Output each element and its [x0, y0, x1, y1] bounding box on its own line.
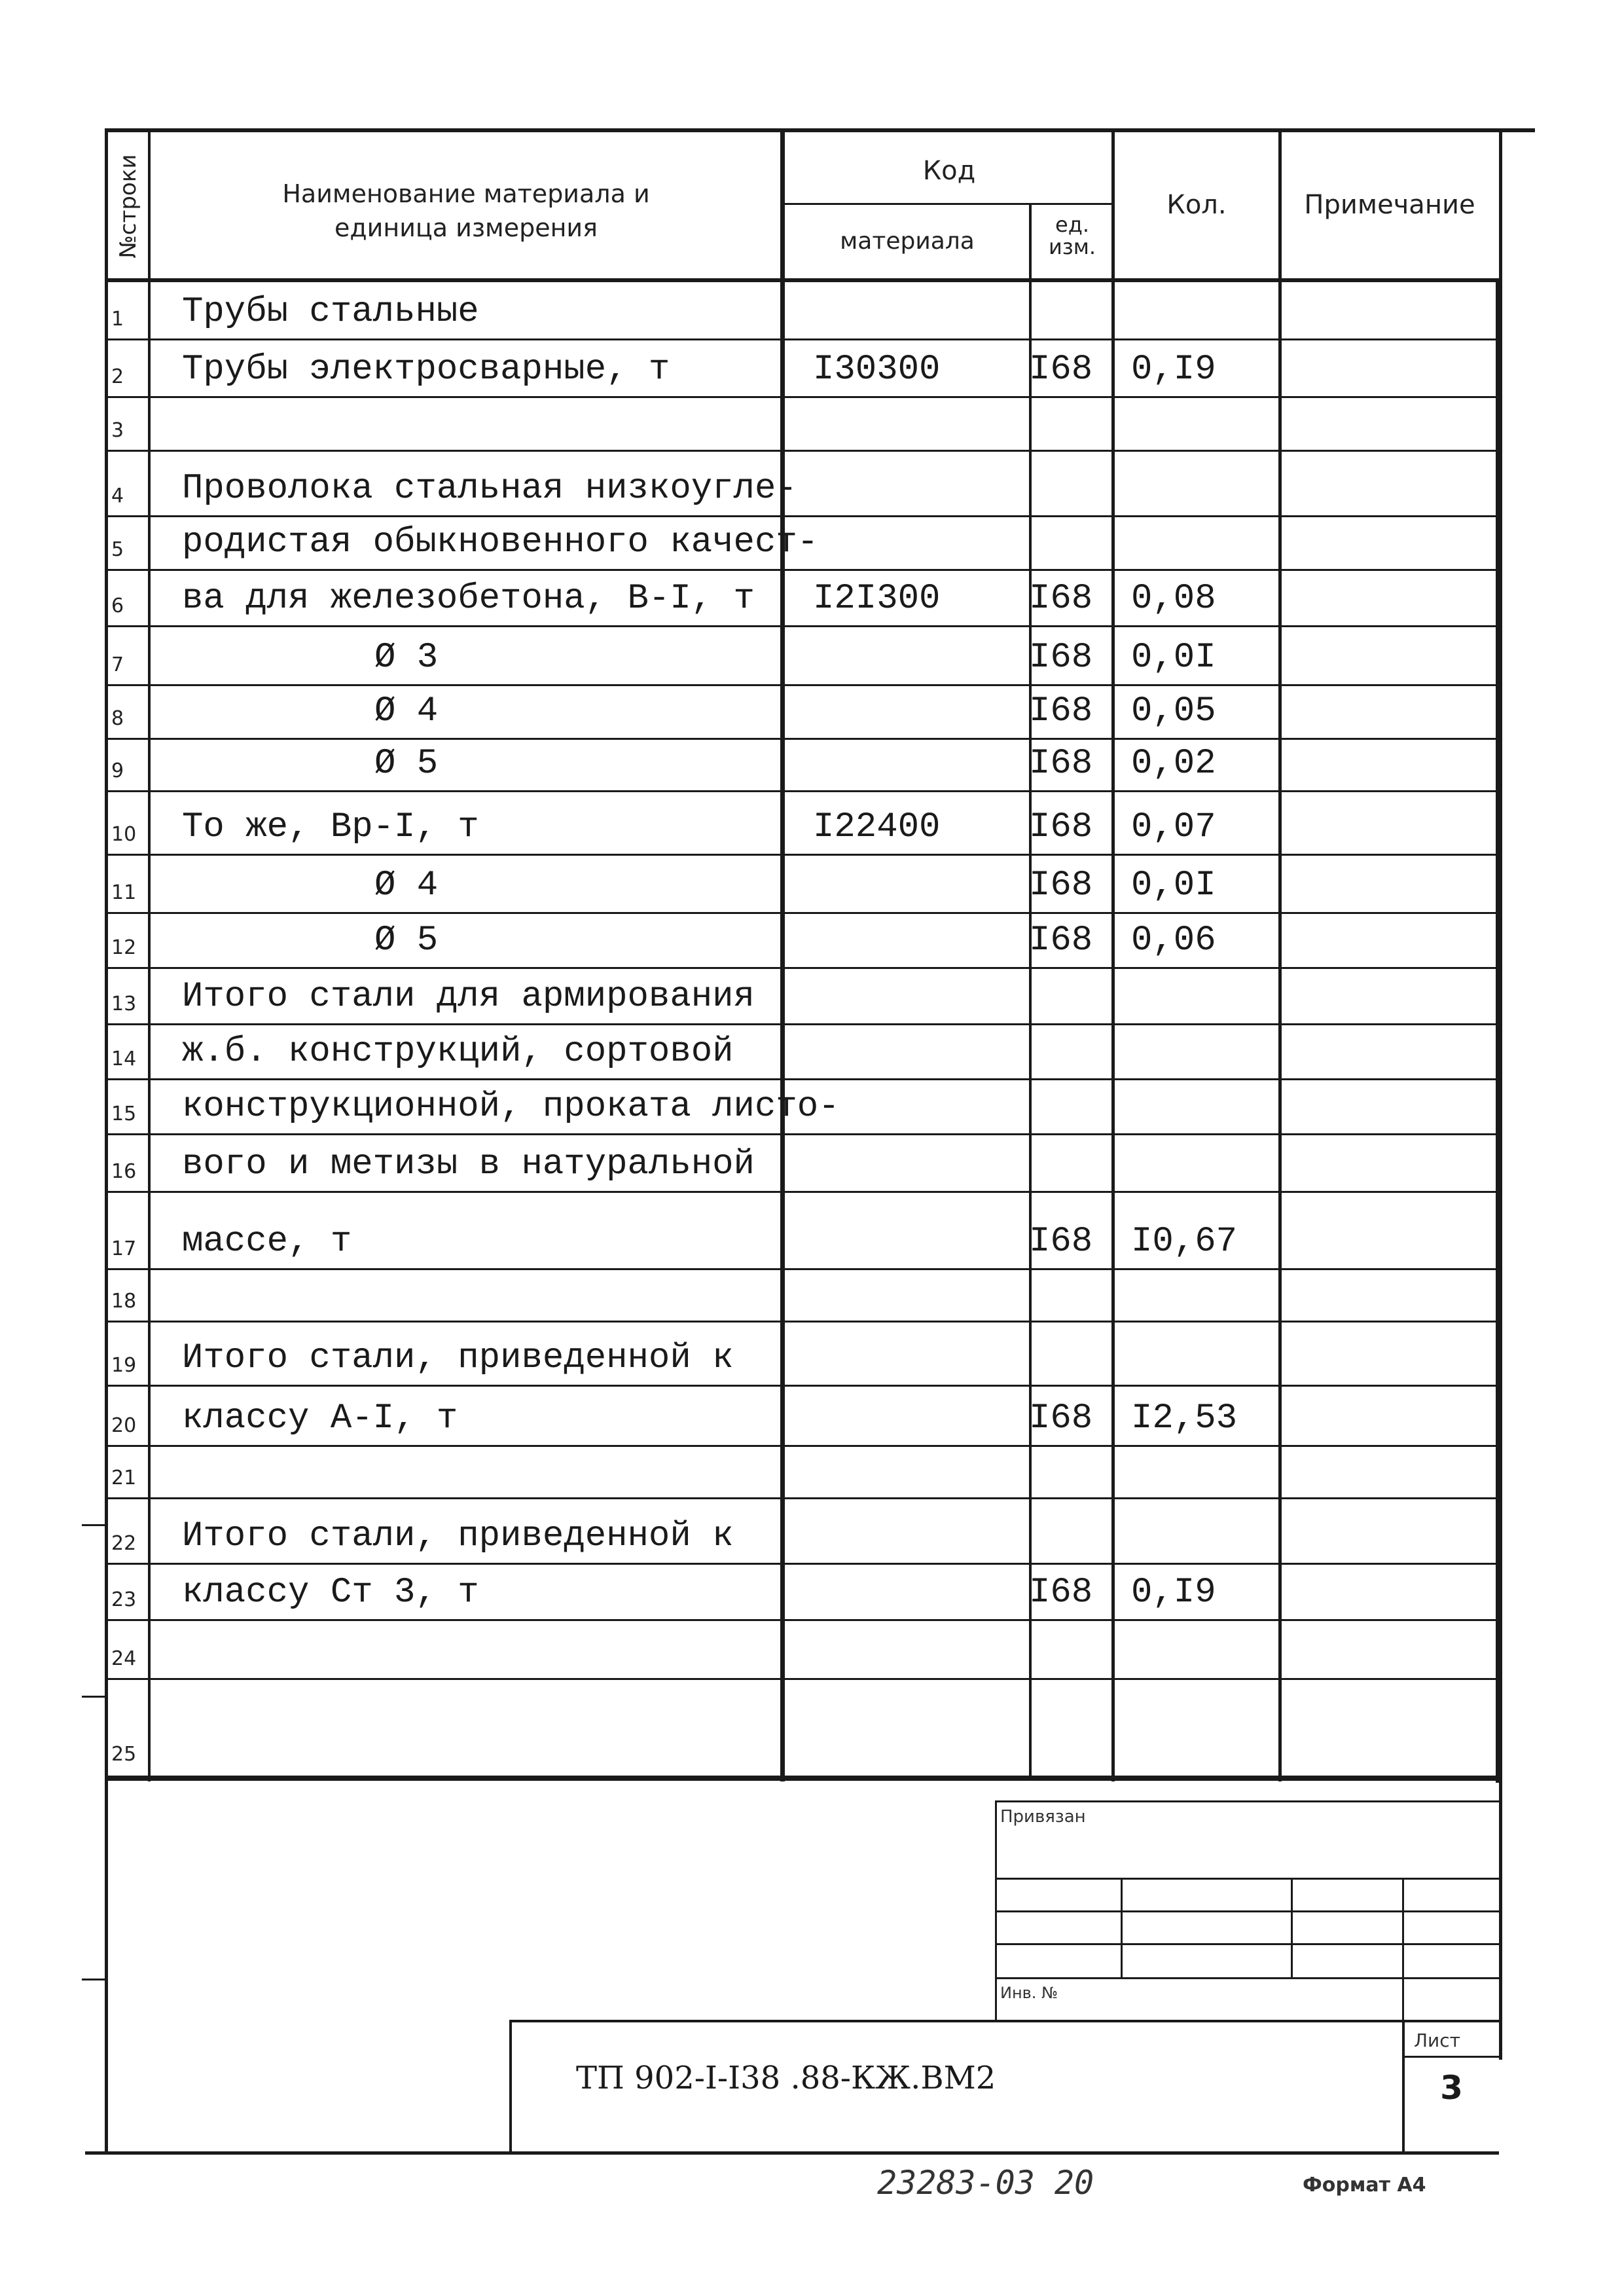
material-name: ва для железобетона, В-I, т — [182, 579, 755, 619]
row-number: 21 — [111, 1467, 137, 1489]
table-row — [105, 1270, 1502, 1323]
material-name: родистая обыкновенного качест- — [182, 522, 819, 562]
unit-code: I68 — [1029, 866, 1093, 905]
unit-code: I68 — [1029, 1222, 1093, 1262]
table-row — [105, 1499, 1502, 1565]
material-code: I22400 — [813, 807, 941, 847]
code-subheader-line — [780, 203, 1114, 205]
document-code: ТП 902-I-I38 .88-КЖ.ВМ2 — [576, 2060, 996, 2096]
table-row — [105, 1387, 1502, 1447]
quantity: I0,67 — [1131, 1222, 1238, 1262]
table-row — [105, 1323, 1502, 1387]
row-number: 3 — [111, 419, 124, 442]
margin-tick-2 — [82, 1696, 108, 1698]
table-row — [105, 280, 1502, 340]
unit-code: I68 — [1029, 691, 1093, 731]
table-row — [105, 1680, 1502, 1776]
stamp-row3 — [995, 1943, 1499, 1945]
quantity: 0,I9 — [1131, 1573, 1216, 1613]
row-number: 1 — [111, 308, 124, 331]
material-name: Итого стали, приведенной к — [182, 1338, 734, 1378]
table-row — [105, 517, 1502, 571]
unit-header-line1: ед. — [1055, 212, 1089, 237]
table-row — [105, 1565, 1502, 1621]
margin-tick-1 — [82, 1524, 108, 1526]
material-name: ж.б. конструкций, сортовой — [182, 1032, 734, 1072]
table-row — [105, 856, 1502, 914]
bound-label: Привязан — [1000, 1807, 1086, 1827]
unit-header — [1033, 213, 1111, 258]
material-name: Ø 4 — [374, 691, 439, 731]
table-row — [105, 627, 1502, 686]
unit-code: I68 — [1029, 638, 1093, 678]
quantity: 0,02 — [1131, 744, 1216, 784]
row-number: 24 — [111, 1647, 137, 1670]
unit-code: I68 — [1029, 1398, 1093, 1438]
material-name: классу Ст 3, т — [182, 1573, 479, 1613]
row-number: 14 — [111, 1048, 137, 1070]
table-row — [105, 1621, 1502, 1680]
unit-code: I68 — [1029, 350, 1093, 390]
row-number-header: №строки — [115, 154, 141, 259]
title-bottom — [85, 2151, 1499, 2155]
material-name: вого и метизы в натуральной — [182, 1144, 755, 1184]
table-row — [105, 1025, 1502, 1080]
row-number: 8 — [111, 707, 124, 730]
row-number: 15 — [111, 1103, 137, 1125]
stamp-row1 — [995, 1878, 1499, 1880]
data-block-bottom — [105, 1776, 1502, 1781]
table-row — [105, 1135, 1502, 1193]
quantity: 0,0I — [1131, 638, 1216, 678]
material-name: Ø 4 — [374, 866, 439, 905]
material-name: Итого стали для армирования — [182, 977, 755, 1017]
title-top — [509, 2020, 1499, 2022]
row-number: 2 — [111, 365, 124, 388]
table-row — [105, 571, 1502, 627]
row-number: 25 — [111, 1743, 137, 1766]
table-row — [105, 792, 1502, 856]
material-name: Проволока стальная низкоугле- — [182, 469, 797, 509]
table-row — [105, 452, 1502, 517]
row-number: 20 — [111, 1414, 137, 1437]
material-name: Трубы стальные — [182, 292, 479, 332]
table-row — [105, 914, 1502, 969]
row-number: 5 — [111, 538, 124, 561]
name-header-line2: единица измерения — [334, 213, 598, 242]
stamp-row2 — [995, 1910, 1499, 1912]
sheet-label-line — [1402, 2056, 1500, 2058]
stamp-col2 — [1291, 1878, 1293, 1979]
frame-top — [105, 128, 1535, 132]
material-name: Ø 5 — [374, 744, 439, 784]
row-number: 7 — [111, 653, 124, 676]
material-header: материала — [840, 228, 975, 255]
material-code: I30300 — [813, 350, 941, 390]
quantity: 0,0I — [1131, 866, 1216, 905]
row-number: 12 — [111, 936, 137, 959]
quantity: 0,08 — [1131, 579, 1216, 619]
table-row — [105, 1080, 1502, 1135]
stamp-col1 — [1121, 1878, 1123, 1979]
code-header: Код — [922, 156, 976, 186]
material-name: Ø 3 — [374, 638, 439, 678]
stamp-row4 — [995, 1977, 1499, 1979]
table-row — [105, 398, 1502, 452]
material-name: конструкционной, проката листо- — [182, 1087, 840, 1127]
table-row — [105, 340, 1502, 398]
table-row — [105, 1193, 1502, 1270]
row-number: 9 — [111, 759, 124, 782]
table-row — [105, 969, 1502, 1025]
material-name: классу А-I, т — [182, 1398, 458, 1438]
inv-label: Инв. № — [1000, 1984, 1058, 2002]
row-number: 17 — [111, 1237, 137, 1260]
material-name: Итого стали, приведенной к — [182, 1516, 734, 1556]
stamp-col3 — [1402, 1878, 1404, 2022]
handwritten-number: 23283-03 20 — [877, 2164, 1094, 2202]
unit-code: I68 — [1029, 744, 1093, 784]
sheet-label: Лист — [1414, 2030, 1460, 2051]
quantity: 0,05 — [1131, 691, 1216, 731]
name-header-line1: Наименование материала и — [282, 179, 650, 208]
note-header: Примечание — [1304, 190, 1475, 220]
row-number: 19 — [111, 1354, 137, 1377]
unit-code: I68 — [1029, 807, 1093, 847]
row-number: 16 — [111, 1160, 137, 1183]
table-row — [105, 740, 1502, 792]
row-number: 10 — [111, 823, 137, 846]
margin-tick-3 — [82, 1979, 108, 1980]
row-number: 13 — [111, 993, 137, 1015]
material-code: I2I300 — [813, 579, 941, 619]
unit-code: I68 — [1029, 1573, 1093, 1613]
row-number: 22 — [111, 1532, 137, 1555]
material-name: Ø 5 — [374, 921, 439, 960]
material-name: То же, Вр-I, т — [182, 807, 479, 847]
quantity: I2,53 — [1131, 1398, 1238, 1438]
format-label: Формат А4 — [1303, 2174, 1426, 2197]
row-number: 4 — [111, 484, 124, 507]
row-number: 11 — [111, 881, 137, 904]
qty-header: Кол. — [1166, 190, 1227, 220]
title-left — [509, 2020, 512, 2154]
table-row — [105, 686, 1502, 740]
sheet-number: 3 — [1440, 2069, 1463, 2107]
stamp-outer-top — [995, 1800, 1499, 1802]
row-number: 23 — [111, 1588, 137, 1611]
quantity: 0,I9 — [1131, 350, 1216, 390]
material-name: Трубы электросварные, т — [182, 350, 670, 390]
row-number: 6 — [111, 594, 124, 617]
table-row — [105, 1447, 1502, 1499]
row-number: 18 — [111, 1290, 137, 1313]
quantity: 0,07 — [1131, 807, 1216, 847]
material-name: массе, т — [182, 1222, 352, 1262]
name-header — [152, 177, 780, 245]
unit-code: I68 — [1029, 921, 1093, 960]
unit-code: I68 — [1029, 579, 1093, 619]
quantity: 0,06 — [1131, 921, 1216, 960]
unit-header-line2: изм. — [1048, 234, 1096, 259]
